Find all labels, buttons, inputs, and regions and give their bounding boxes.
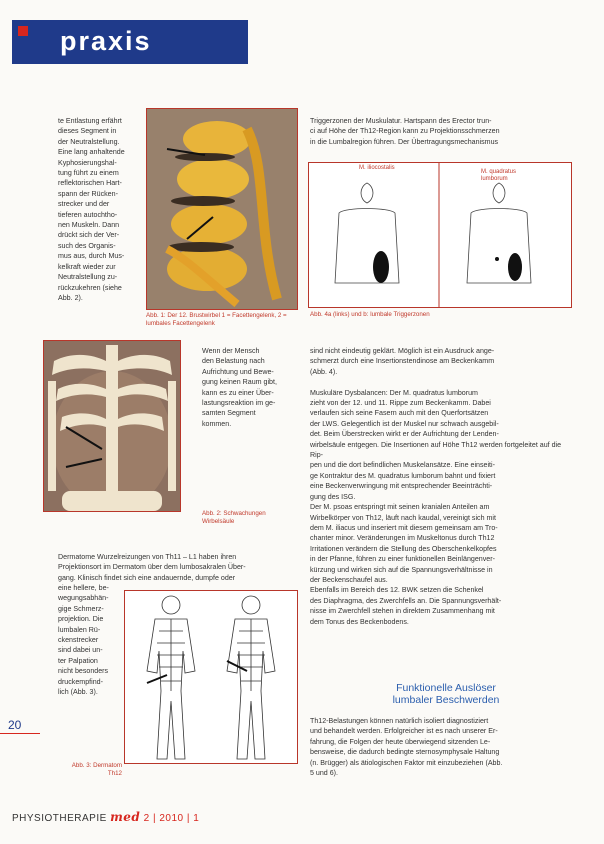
figure-4-caption: Abb. 4a (links) und b: lumbale Triggerzonen [310,311,430,318]
figure-3-graphic [125,591,297,763]
text-line: drückt sich der Ver- [58,231,120,240]
text-line: Ebenfalls im Bereich des 12. BWK setzen die Schenkel [310,586,484,595]
text-line: druckempfind- [58,677,103,686]
section-title: praxis [60,26,152,56]
journal-edition: 2 | 2010 | 1 [143,813,200,824]
text-line: mus aus, durch Mus- [58,252,125,261]
text-line: eine hellere, be- [58,584,109,592]
figure-2-caption: Abb. 2: Schwachungen Wirbelsäule [202,510,266,525]
header-accent-square [18,26,28,36]
figure-4-label-left: M. iliocostalis [359,165,395,171]
text-line: Kyphosierungshal- [58,158,117,167]
text-line: samten Segment [202,409,256,418]
text-line: Wenn der Mensch [202,347,260,355]
text-line: nen Muskeln. Dann [58,221,120,230]
text-line: reflektorischen Hart- [58,179,122,188]
text-line: tung führt zu einem [58,169,119,178]
text-line: tieferen autochtho- [58,210,118,219]
subheading-line-1: Funktionelle Auslöser [396,682,496,694]
text-line: schmerzt durch eine Insertionstendinose am Beckenkamm [310,357,495,366]
text-line: kann es zu einer Über- [202,388,274,397]
text-line: dem M. iliacus und inseriert mit diesem gemeinsam am Tro- [310,523,498,532]
text-line: rückzukehren (siehe [58,283,122,292]
text-line: ci auf Höhe der Th12-Region kann zu Projektionsschmerzen [310,127,500,136]
text-line: Aufrichtung und Bewe- [202,367,274,376]
left-column-narrow-text [58,583,120,697]
text-line: wegungsabhän- [58,594,109,603]
right-column-middle-text [310,346,572,627]
text-line: wirbelsäule entgegen. Die Insertionen auf Höhe Th12 werden fortgeleitet auf die Rip- [310,440,562,460]
text-line: verlaufen sich seine Fasern auch mit den Querfortsätzen [310,409,489,418]
text-line: Der M. psoas entspringt mit seinen kranialen Anteilen am [310,503,490,512]
text-line: lastungsreaktion im ge- [202,399,276,408]
text-line: 5 und 6). [310,769,339,778]
text-line: Neutralstellung zu- [58,273,118,282]
text-line: Eine lang anhaltende [58,148,125,157]
right-column-top-text [310,116,570,147]
text-line: und behandelt werden. Erfolgreicher ist es nach unserer Er- [310,727,498,736]
text-line: dem Tonus des Beckenbodens. [310,617,409,626]
text-line: ckenstrecker [58,636,99,645]
left-column-top-text [58,116,144,303]
text-line: in der Pfanne, führen zu einer funktionellen Beinlängenver- [310,555,495,564]
text-line: gung des ISG. [310,492,356,501]
text-line: den Belastung nach [202,357,265,366]
figure-2-spine-skeleton [43,340,181,512]
middle-column-text [202,346,294,429]
text-line: pen und die dort befindlichen Muskelansätze. Eine einseiti- [310,461,495,470]
text-line: gung keinen Raum gibt, [202,378,277,387]
section-subheading [366,682,526,706]
figure-3-caption: Abb. 3: Dermatom Th12 [71,762,122,777]
figure-4-trigger-zones [308,162,572,308]
text-line: zieht von der 12. und 11. Rippe zum Beckenkamm. Dabei [310,399,491,408]
journal-med: med [110,810,141,824]
text-line: kürzung und wirken sich auf die Spannungsverhältnisse in [310,565,493,574]
page-number: 20 [8,718,22,732]
text-line: spann der Rücken- [58,189,118,198]
text-line: Wirbelkörper von Th12, läuft nach kaudal, vereinigt sich mit [310,513,496,522]
text-line: te Entlastung erfährt [58,117,122,125]
text-line: fahrung, die Folgen der heute überwiegend sitzenden Le- [310,737,491,746]
text-line: gige Schmerz- [58,604,104,613]
text-line: Projektionsort im Dermatom über dem lumbosakralen Über- [58,563,246,572]
text-line: (n. Brügger) als ätiologischen Faktor mit einzubeziehen (Abb. [310,758,503,767]
text-line: Abb. 2). [58,293,83,302]
text-line: der Neutralstellung. [58,137,120,146]
text-line: Irritationen verändern die Stellung des Oberschenkelkopfes [310,544,497,553]
text-line: Dermatome Wurzelreizungen von Th11 – L1 haben ihren [58,553,237,561]
text-line: der LWS. Gelegentlich ist der Muskel nur schwach ausgebil- [310,419,499,428]
text-line: lich (Abb. 3). [58,688,98,697]
text-line: chanter minor. Veränderungen im Muskeltonus durch Th12 [310,534,495,543]
text-line: ge Kontraktur des M. quadratus lumborum bahnt und fixiert [310,471,496,480]
text-line: kommen. [202,419,232,428]
left-column-bottom-text [58,552,298,583]
text-line: nisse im Zwerchfell stehen in direktem Zusammenhang mit [310,607,495,616]
text-line: in die Lumbalregion führen. Der Übertragungsmechanismus [310,137,499,146]
text-line: lumbalen Rü- [58,625,101,634]
text-line: dieses Segment in [58,127,117,136]
text-line: nicht besonders [58,667,109,676]
figure-1-graphic [147,109,297,309]
subheading-line-2: lumbaler Beschwerden [392,694,500,706]
figure-4-graphic [309,163,571,307]
figure-4-label-right: M. quadratus lumborum [481,169,517,182]
figure-2-graphic [44,341,180,511]
journal-footer [12,810,199,824]
text-line: det. Beim Überstrecken wirkt er der Aufrichtung der Lenden- [310,430,499,439]
text-line: strecker und der [58,200,110,209]
figure-3-dermatome [124,590,298,764]
page-number-rule [0,733,40,734]
text-line: gang. Klinisch findet sich eine andauernde, dumpfe oder [58,573,236,582]
text-line: bensweise, die dadurch bedingte sternosymphysale Haltung [310,748,500,757]
text-line [310,377,572,387]
text-line: der Beckenschaufel aus. [310,575,388,584]
right-column-bottom-text [310,716,572,778]
section-header [12,20,248,64]
figure-1-spine-model [146,108,298,310]
text-line: kelkraft wieder zur [58,262,116,271]
text-line: Triggerzonen der Muskulatur. Hartspann des Erector trun- [310,117,492,125]
figure-1-caption: Abb. 1: Der 12. Brustwirbel 1 = Facettengelenk, 2 = lumbales Facettengelenk [146,312,287,327]
text-line: projektion. Die [58,615,104,624]
journal-name: PHYSIOTHERAPIE [12,813,107,824]
text-line: ter Palpation [58,656,98,665]
text-line: des Diaphragma, des Zwerchfells an. Die Spannungsverhält- [310,596,502,605]
text-line: sind nicht eindeutig geklärt. Möglich ist ein Ausdruck ange- [310,347,495,355]
text-line: (Abb. 4). [310,367,338,376]
text-line: Th12-Belastungen können natürlich isoliert diagnostiziert [310,717,489,725]
text-line: sind dabei un- [58,646,103,655]
text-line: such des Organis- [58,241,116,250]
text-line: eine Beckenverwringung mit entsprechender Beeinträchti- [310,482,493,491]
text-line: Muskuläre Dysbalancen: Der M. quadratus lumborum [310,388,478,397]
